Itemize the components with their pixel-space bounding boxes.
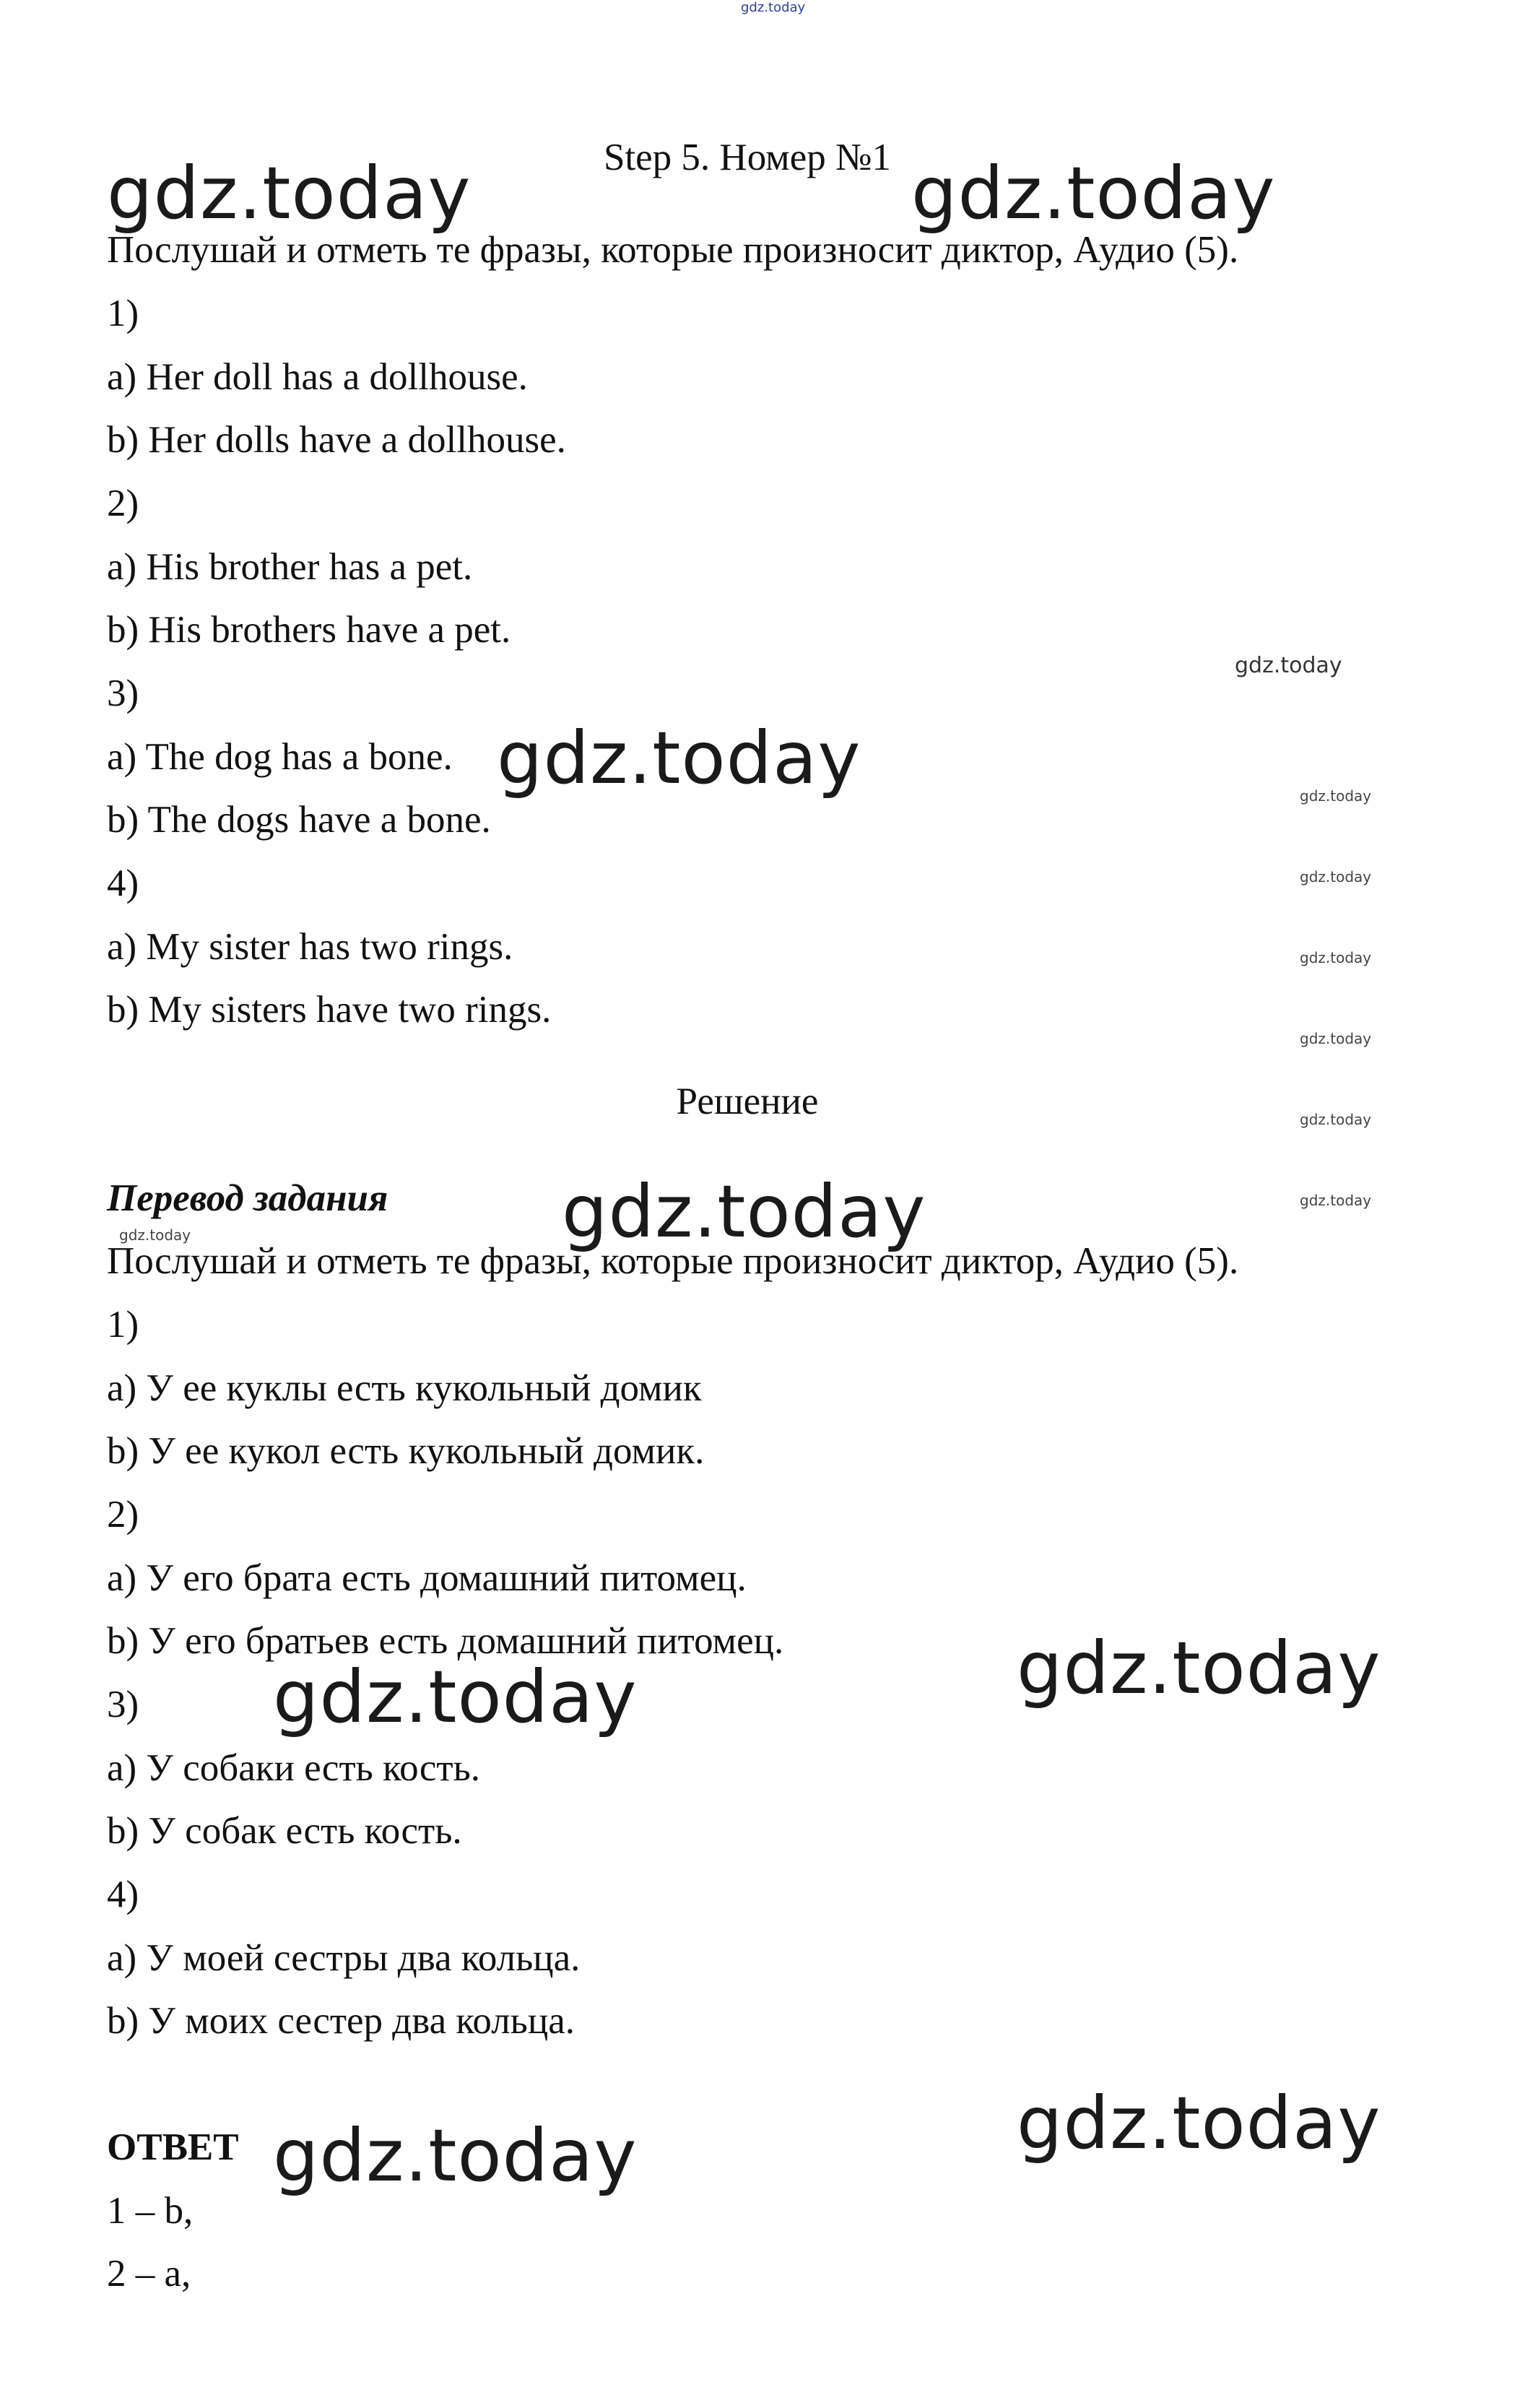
watermark: gdz.today [741, 0, 806, 15]
task-option: a) Her doll has a dollhouse. [107, 356, 528, 398]
translation-option: b) У собак есть кость. [107, 1810, 462, 1852]
translation-heading: Перевод задания [107, 1177, 388, 1219]
task-option: b) Her dolls have a dollhouse. [107, 419, 566, 461]
watermark: gdz.today [1300, 868, 1372, 885]
task-item-number: 1) [107, 293, 139, 334]
task-item-number: 2) [107, 482, 139, 524]
translation-item-number: 2) [107, 1494, 139, 1536]
watermark: gdz.today [1300, 949, 1372, 966]
translation-option: b) У моих сестер два кольца. [107, 2000, 575, 2042]
task-instruction: Послушай и отметь те фразы, которые произносит диктор, Аудио (5). [107, 229, 1239, 271]
task-option: b) The dogs have a bone. [107, 799, 491, 841]
watermark: gdz.today [1235, 653, 1342, 678]
watermark: gdz.today [562, 1169, 926, 1254]
watermark: gdz.today [1300, 1030, 1372, 1047]
watermark: gdz.today [1300, 1111, 1372, 1128]
watermark: gdz.today [1017, 2081, 1381, 2165]
watermark: gdz.today [107, 151, 472, 235]
translation-item-number: 1) [107, 1304, 139, 1346]
task-option: a) My sister has two rings. [107, 926, 513, 968]
watermark: gdz.today [1017, 1626, 1381, 1710]
task-option: a) His brother has a pet. [107, 546, 473, 588]
answer-line: 2 – a, [107, 2253, 191, 2295]
translation-item-number: 3) [107, 1684, 139, 1725]
watermark: gdz.today [119, 1226, 191, 1244]
task-option: a) The dog has a bone. [107, 736, 453, 778]
translation-option: b) У его братьев есть домашний питомец. [107, 1620, 784, 1662]
translation-option: a) У собаки есть кость. [107, 1747, 481, 1789]
translation-option: a) У его брата есть домашний питомец. [107, 1557, 747, 1599]
translation-instruction: Послушай и отметь те фразы, которые произносит диктор, Аудио (5). [107, 1240, 1239, 1282]
translation-option: a) У ее куклы есть кукольный домик [107, 1367, 702, 1409]
watermark: gdz.today [273, 2113, 638, 2198]
translation-option: b) У ее кукол есть кукольный домик. [107, 1430, 705, 1472]
watermark: gdz.today [911, 151, 1276, 235]
task-item-number: 3) [107, 672, 139, 714]
translation-item-number: 4) [107, 1874, 139, 1915]
task-option: b) His brothers have a pet. [107, 609, 511, 651]
watermark: gdz.today [1300, 787, 1372, 805]
task-item-number: 4) [107, 862, 139, 904]
answer-heading: ОТВЕТ [107, 2126, 239, 2168]
page-title: Step 5. Номер №1 [603, 137, 892, 178]
watermark: gdz.today [273, 1655, 638, 1739]
watermark: gdz.today [1300, 1192, 1372, 1209]
watermark: gdz.today [497, 716, 861, 800]
translation-option: a) У моей сестры два кольца. [107, 1937, 581, 1979]
task-option: b) My sisters have two rings. [107, 989, 552, 1031]
answer-line: 1 – b, [107, 2190, 194, 2232]
solution-heading: Решение [676, 1080, 819, 1122]
